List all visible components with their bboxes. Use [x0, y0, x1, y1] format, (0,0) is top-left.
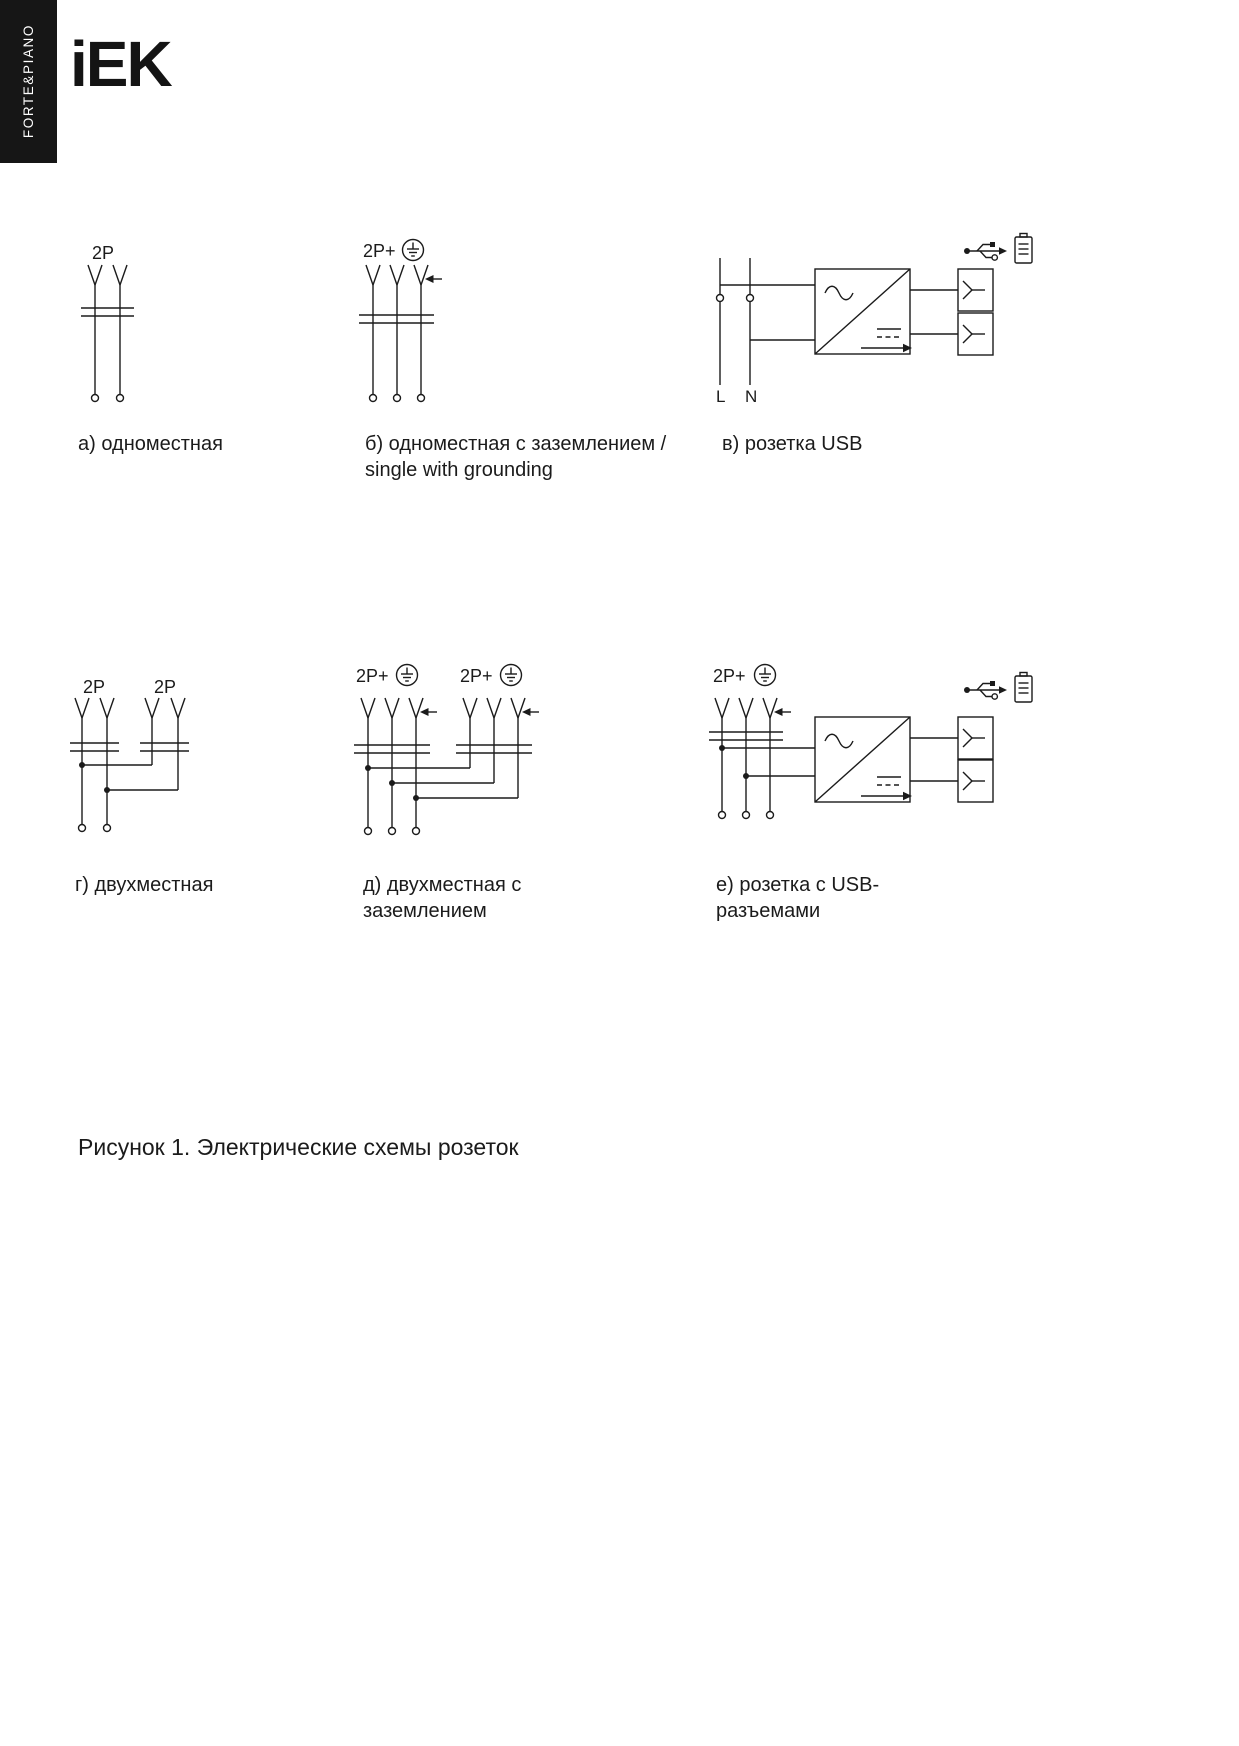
- caption-text-line1: б) одноместная с заземлением /: [365, 433, 667, 455]
- neutral-label: N: [745, 387, 758, 406]
- contact-fork-icon: [366, 265, 380, 285]
- pole-count-label: 2P: [154, 677, 177, 697]
- terminal-circle: [717, 295, 724, 302]
- contact-fork-icon: [361, 698, 375, 718]
- diagram-caption-v: [722, 431, 862, 457]
- terminal-circle: [92, 395, 99, 402]
- terminal-circle: [743, 812, 750, 819]
- caption-text: в) розетка USB: [722, 433, 863, 455]
- terminal-circle: [370, 395, 377, 402]
- caption-text-line1: д) двухместная с: [363, 874, 522, 896]
- diagram-caption-g: [75, 872, 213, 898]
- contact-fork-icon: [715, 698, 729, 718]
- terminal-circle: [365, 828, 372, 835]
- terminal-circle: [79, 825, 86, 832]
- contact-fork-icon: [511, 698, 525, 718]
- junction-dot: [413, 795, 419, 801]
- usb-port-icon: [958, 313, 993, 355]
- usb-icon: [964, 242, 1007, 260]
- socket-wires: [709, 698, 958, 812]
- socket-wires: [359, 265, 442, 395]
- caption-text-line2: разъемами: [716, 900, 821, 922]
- terminal-circle: [719, 812, 726, 819]
- diagram-caption-a: [78, 431, 223, 457]
- ground-icon: [501, 665, 522, 686]
- line-label: L: [716, 387, 726, 406]
- contact-fork-icon: [100, 698, 114, 718]
- diagram-double-socket-grounded: [350, 660, 550, 845]
- diagram-double-socket: [65, 665, 210, 840]
- contact-fork-icon: [88, 265, 102, 285]
- contact-fork-icon: [145, 698, 159, 718]
- junction-dot: [389, 780, 395, 786]
- ground-icon: [403, 240, 424, 261]
- brand-series-label: FORTE&PIANO: [21, 24, 36, 139]
- pole-count-label: 2P+: [363, 241, 396, 261]
- diagram-socket-with-usb: [705, 660, 1039, 850]
- contact-fork-icon: [171, 698, 185, 718]
- pole-count-label: 2P+: [356, 666, 389, 686]
- ground-arrow-icon: [425, 275, 442, 283]
- diagram-single-socket: [70, 235, 160, 410]
- ground-icon: [755, 665, 776, 686]
- ac-dc-converter-icon: [815, 717, 912, 802]
- junction-dot: [79, 762, 85, 768]
- terminal-circle: [413, 828, 420, 835]
- contact-fork-icon: [487, 698, 501, 718]
- junction-dot: [365, 765, 371, 771]
- socket-wires: [354, 698, 539, 828]
- terminal-circle: [389, 828, 396, 835]
- battery-icon: [1015, 673, 1032, 703]
- pole-count-label: 2P+: [460, 666, 493, 686]
- caption-text-line2: заземлением: [363, 900, 487, 922]
- usb-port-icon: [958, 269, 993, 311]
- supply-wires: [720, 258, 815, 385]
- ground-icon: [397, 665, 418, 686]
- diagram-caption-e: [716, 872, 879, 924]
- figure-caption: Рисунок 1. Электрические схемы розеток: [78, 1134, 519, 1160]
- contact-fork-icon: [739, 698, 753, 718]
- terminal-circle: [767, 812, 774, 819]
- contact-fork-icon: [414, 265, 428, 285]
- contact-fork-icon: [390, 265, 404, 285]
- usb-port-icon: [958, 760, 993, 802]
- contact-fork-icon: [409, 698, 423, 718]
- ac-dc-converter-icon: [815, 269, 912, 354]
- brand-sidebar: [0, 0, 57, 163]
- contact-fork-icon: [75, 698, 89, 718]
- junction-dot: [719, 745, 725, 751]
- terminal-circle: [418, 395, 425, 402]
- socket-wires: [81, 265, 134, 395]
- usb-port-icon: [958, 717, 993, 759]
- ground-arrow-icon: [522, 708, 539, 716]
- contact-fork-icon: [113, 265, 127, 285]
- caption-text-line2: single with grounding: [365, 459, 553, 481]
- terminal-circle: [117, 395, 124, 402]
- ground-arrow-icon: [420, 708, 437, 716]
- junction-dot: [104, 787, 110, 793]
- terminal-circle: [747, 295, 754, 302]
- caption-text: г) двухместная: [75, 874, 214, 896]
- output-wires: [910, 290, 958, 334]
- contact-fork-icon: [385, 698, 399, 718]
- contact-fork-icon: [763, 698, 777, 718]
- contact-fork-icon: [463, 698, 477, 718]
- socket-wires: [70, 698, 189, 825]
- iek-logo: iEK: [70, 28, 171, 100]
- pole-count-label: 2P+: [713, 666, 746, 686]
- diagram-single-socket-grounded: [355, 233, 465, 415]
- junction-dot: [743, 773, 749, 779]
- terminal-circle: [394, 395, 401, 402]
- battery-icon: [1015, 234, 1032, 264]
- diagram-caption-b: [365, 431, 666, 483]
- usb-icon: [964, 681, 1007, 699]
- pole-count-label: 2P: [92, 243, 115, 263]
- diagram-usb-socket: [705, 225, 1039, 415]
- caption-text: а) одноместная: [78, 433, 223, 455]
- ground-arrow-icon: [774, 708, 791, 716]
- pole-count-label: 2P: [83, 677, 106, 697]
- terminal-circle: [104, 825, 111, 832]
- diagram-caption-d: [363, 872, 521, 924]
- caption-text-line1: е) розетка с USB-: [716, 874, 880, 896]
